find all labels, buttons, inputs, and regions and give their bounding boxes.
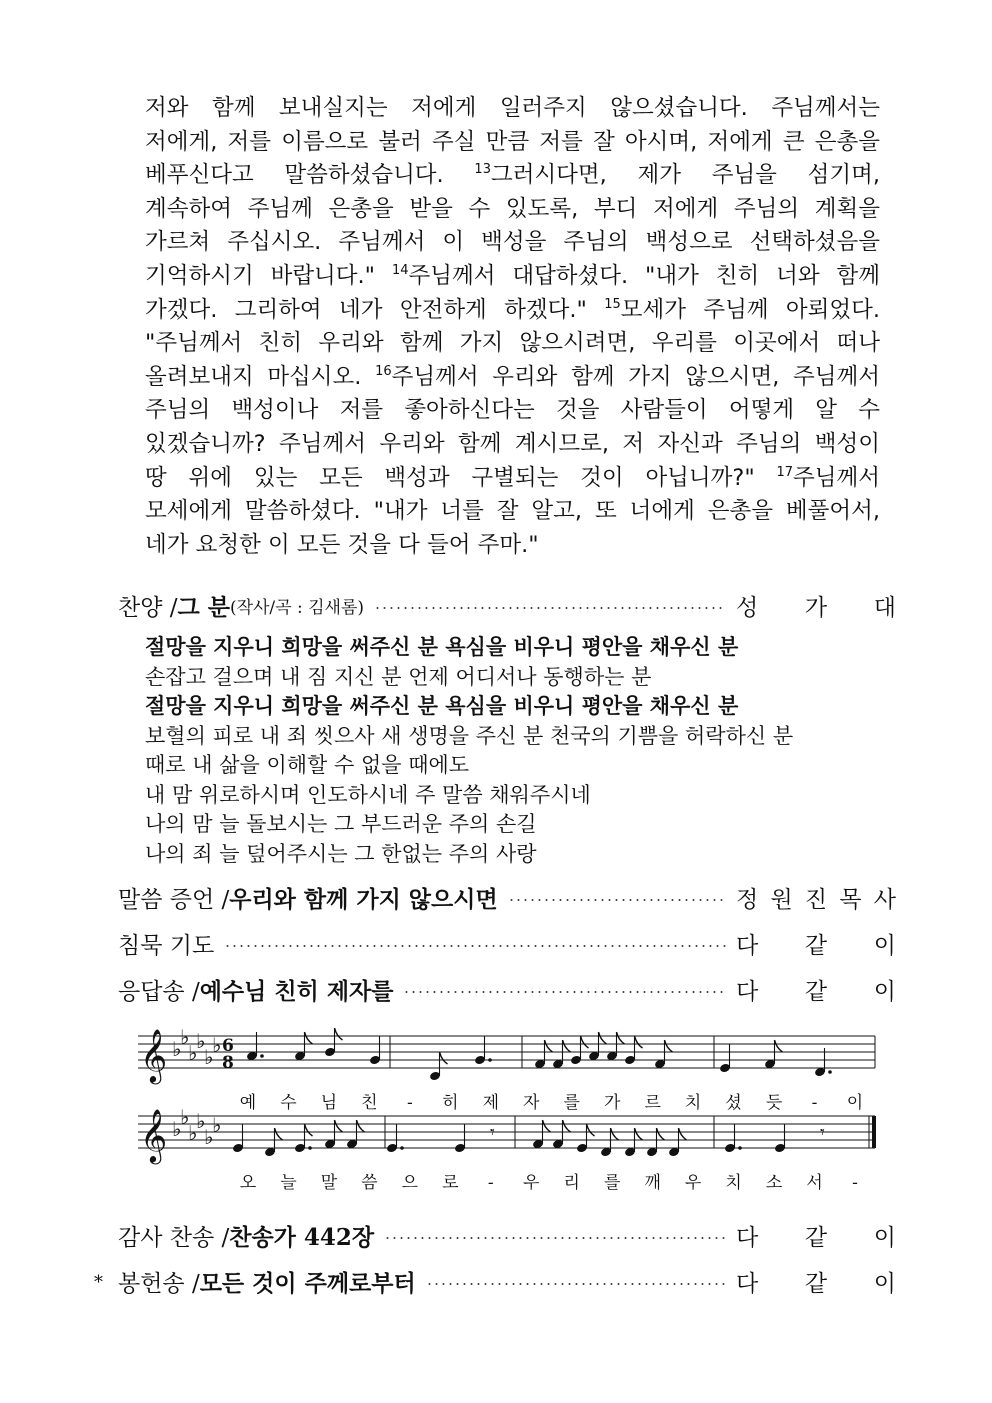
flat-icon: ♭ [204, 1045, 214, 1069]
note-dot [260, 1054, 264, 1058]
note-flag [665, 1040, 673, 1052]
flat-icon: ♭ [172, 1117, 182, 1141]
score-lyric: 를 [603, 1173, 621, 1193]
eighth-rest-icon: 𝄾 [490, 1122, 495, 1143]
note-flag [617, 1032, 625, 1044]
leader-char: 다 [736, 1270, 759, 1297]
offering-row [94, 1261, 896, 1301]
anthem-credit: (작사/곡 : 김새롬) [229, 597, 365, 618]
flat-icon: ♭ [180, 1105, 190, 1129]
verse-number: 16 [375, 363, 392, 379]
leader-char: 성 [736, 594, 759, 621]
leader-dots [374, 607, 726, 609]
note-flag [635, 1036, 643, 1048]
flat-icon: ♭ [188, 1121, 198, 1145]
verse-number: 15 [604, 296, 621, 312]
leader-dots [508, 899, 726, 901]
leader-char: 다 [736, 932, 759, 959]
thanks-title: 찬송가 442장 [229, 1223, 375, 1251]
leader-dots [403, 991, 726, 993]
score-lyric: 이 [846, 1093, 864, 1113]
note-flag [599, 1032, 607, 1044]
score-lyric: 수 [280, 1093, 297, 1113]
score-lyric: - [406, 1093, 413, 1113]
staff-system-1 [138, 1025, 875, 1113]
response-song-score [130, 1022, 890, 1202]
anthem-title: 그 분 [177, 593, 230, 621]
leader-char: 같 [804, 932, 828, 959]
score-lyric: 으 [401, 1173, 419, 1193]
note-dot [488, 1058, 492, 1062]
scripture-line: 네가 요청한 이 모든 것을 다 들어 주마." [145, 531, 539, 558]
score-lyric: 셨 [725, 1093, 742, 1113]
leader-char: 이 [873, 1270, 896, 1297]
treble-clef-icon: 𝄞 [140, 1108, 168, 1162]
response-label: 응답송 / [118, 978, 200, 1005]
response-row [118, 969, 896, 1009]
score-lyric: 님 [320, 1093, 338, 1113]
note-flag [543, 1120, 551, 1132]
verse-number: 17 [776, 464, 794, 480]
score-lyric: 듯 [765, 1093, 783, 1113]
leader-dots [384, 1237, 726, 1239]
lyric-line: 손잡고 걸으며 내 짐 지신 분 언제 어디서나 동행하는 분 [145, 664, 652, 689]
anthem-label: 찬양 / [118, 594, 178, 621]
scripture-line: "주님께서 친히 우리와 함께 가지 않으시려면, 우리를 이곳에서 떠나 [145, 330, 880, 357]
score-lyric: 를 [563, 1093, 580, 1113]
score-lyric: 치 [725, 1173, 742, 1193]
score-lyric: 소 [765, 1173, 783, 1193]
scripture-line: 베푸신다고 말씀하셨습니다. $^{13}$그러시다면, 제가 주님을 섬기며, [145, 162, 880, 189]
leader-char: 원 [770, 886, 793, 913]
staff-system-2 [138, 1105, 876, 1193]
leader-char: 다 [736, 1224, 759, 1251]
time-signature-bottom: 8 [222, 1053, 234, 1073]
offering-leader [736, 1265, 896, 1298]
anthem-leader [736, 589, 896, 622]
scripture-line: 모세에게 말씀하셨다. "내가 너를 잘 알고, 또 너에게 은총을 베풀어서, [145, 498, 880, 525]
note-flag [305, 1032, 313, 1044]
note-flag [635, 1128, 643, 1140]
score-lyric: 서 [806, 1173, 823, 1193]
sermon-row [118, 877, 896, 917]
scripture-line: 가르쳐 주십시오. 주님께서 이 백성을 주님의 백성으로 선택하셨음을 [145, 229, 880, 256]
score-lyric: - [852, 1173, 858, 1193]
flat-icon: ♭ [180, 1025, 190, 1049]
score-lyric: 예 [239, 1093, 257, 1113]
flat-icon: ♭ [212, 1033, 222, 1057]
note-flag [587, 1124, 595, 1136]
thanks-leader [736, 1219, 896, 1252]
note-flag [657, 1128, 665, 1140]
score-lyric: - [811, 1093, 818, 1113]
note-flag [545, 1040, 553, 1052]
response-leader [736, 973, 896, 1006]
thanks-hymn-row [118, 1215, 896, 1255]
note-flag [440, 1052, 448, 1064]
lyric-line: 절망을 지우니 희망을 써주신 분 욕심을 비우니 평안을 채우신 분 [145, 694, 739, 718]
prayer-label: 침묵 기도 [118, 932, 215, 959]
lyric-line: 절망을 지우니 희망을 써주신 분 욕심을 비우니 평안을 채우신 분 [145, 635, 739, 659]
flat-icon: ♭ [204, 1125, 214, 1149]
score-lyric: 가 [603, 1093, 621, 1113]
leader-char: 이 [873, 1224, 896, 1251]
score-lyric: 오 [239, 1173, 257, 1193]
scripture-line: 저와 함께 보내실지는 저에게 일러주지 않으셨습니다. 주님께서는 [145, 95, 880, 121]
sermon-label: 말씀 증언 / [118, 886, 230, 913]
lyric-line: 나의 맘 늘 돌보시는 그 부드러운 주의 손길 [145, 812, 537, 836]
leader-char: 진 [804, 886, 828, 913]
leader-char: 다 [736, 978, 759, 1005]
lyric-line: 내 맘 위로하시며 인도하시네 주 말씀 채워주시네 [145, 782, 591, 807]
leader-dots [224, 945, 726, 947]
leader-char: 이 [873, 932, 896, 959]
sermon-leader [736, 881, 896, 914]
leader-char: 같 [804, 978, 828, 1005]
note-dot [738, 1146, 742, 1150]
anthem-row [118, 585, 896, 625]
score-lyric: 씀 [361, 1173, 378, 1193]
note-dot [828, 1070, 832, 1074]
sermon-title: 우리와 함께 가지 않으시면 [229, 886, 498, 913]
score-lyric: 깨 [644, 1173, 661, 1193]
note-flag [679, 1128, 687, 1140]
time-signature-top: 6 [222, 1036, 234, 1056]
scripture-line: 가겠다. 그리하여 네가 안전하게 하겠다." $^{15}$모세가 주님께 아뢰었다. [145, 296, 880, 323]
leader-char: 사 [873, 886, 896, 913]
score-lyric: 치 [684, 1093, 702, 1113]
note-flag [335, 1120, 343, 1132]
leader-char: 목 [839, 886, 862, 913]
flat-icon: ♭ [212, 1113, 222, 1137]
flat-icon: ♭ [196, 1029, 206, 1053]
note-flag [275, 1128, 283, 1140]
thanks-label: 감사 찬송 / [118, 1224, 230, 1251]
treble-clef-icon: 𝄞 [140, 1028, 168, 1082]
note-flag [563, 1120, 571, 1132]
note-flag [335, 1028, 343, 1040]
score-lyric: 자 [523, 1093, 540, 1113]
leader-char: 이 [873, 978, 896, 1005]
note-dot [308, 1146, 312, 1150]
prayer-row [118, 923, 896, 963]
prayer-leader [736, 927, 896, 960]
note-flag [305, 1124, 313, 1136]
offering-title: 모든 것이 주께로부터 [199, 1269, 416, 1297]
score-lyric: 우 [684, 1173, 702, 1193]
response-title: 예수님 친히 제자를 [199, 977, 394, 1005]
scripture-line: 주님의 백성이나 저를 좋아하신다는 것을 사람들이 어떻게 알 수 [145, 397, 880, 424]
lyric-line: 때로 내 삶을 이해할 수 없을 때에도 [145, 753, 470, 777]
leader-char: 같 [804, 1224, 828, 1251]
score-lyric: 늘 [280, 1173, 297, 1193]
leader-char: 가 [804, 594, 828, 621]
score-lyric: 리 [563, 1173, 580, 1193]
scripture-line: 땅 위에 있는 모든 백성과 구별되는 것이 아닙니까?" $^{17}$주님께서 [145, 464, 880, 491]
note-flag [611, 1128, 619, 1140]
score-lyric: 친 [361, 1093, 378, 1113]
note-flag [563, 1040, 571, 1052]
lyric-line: 나의 죄 늘 덮어주시는 그 한없는 주의 사랑 [145, 841, 537, 866]
note-dot [400, 1146, 404, 1150]
score-lyric: 말 [320, 1173, 338, 1193]
scripture-line: 올려보내지 마십시오. $^{16}$주님께서 우리와 함께 가지 않으시면, 주님께서 [145, 363, 880, 390]
leader-dots [426, 1283, 726, 1285]
flat-icon: ♭ [172, 1037, 182, 1061]
scripture-passage [145, 92, 880, 562]
leader-char: 대 [873, 594, 896, 621]
leader-char: 정 [736, 886, 759, 913]
final-bar-thick [872, 1116, 876, 1148]
flat-icon: ♭ [196, 1109, 206, 1133]
score-lyric: 히 [442, 1093, 459, 1113]
note-flag [775, 1040, 783, 1052]
scripture-line: 저에게, 저를 이름으로 불러 주실 만큼 저를 잘 아시며, 저에게 큰 은총을 [145, 128, 880, 155]
score-lyric: 로 [442, 1173, 459, 1193]
leader-char: 같 [804, 1270, 828, 1297]
score-lyric: 제 [482, 1093, 500, 1113]
eighth-rest-icon: 𝄾 [820, 1122, 825, 1143]
lyric-line: 보혈의 피로 내 죄 씻으사 새 생명을 주신 분 천국의 기쁨을 허락하신 분 [145, 723, 794, 748]
note-flag [581, 1036, 589, 1048]
scripture-line: 계속하여 주님께 은총을 받을 수 있도록, 부디 저에게 주님의 계획을 [145, 195, 880, 222]
offering-label: 봉헌송 / [118, 1270, 200, 1297]
score-lyric: 우 [523, 1173, 540, 1193]
note-flag [357, 1120, 365, 1132]
asterisk-marker: * [94, 1272, 103, 1293]
verse-number: 13 [474, 162, 491, 178]
scripture-line: 기억하시기 바랍니다." $^{14}$주님께서 대답하셨다. "내가 친히 너와 함께 [145, 262, 881, 289]
scripture-line: 있겠습니까? 주님께서 우리와 함께 계시므로, 저 자신과 주님의 백성이 [145, 430, 880, 457]
flat-icon: ♭ [188, 1041, 198, 1065]
verse-number: 14 [391, 262, 409, 278]
score-lyric: - [487, 1173, 494, 1193]
anthem-lyrics [145, 633, 880, 869]
score-lyric: 르 [644, 1093, 661, 1113]
